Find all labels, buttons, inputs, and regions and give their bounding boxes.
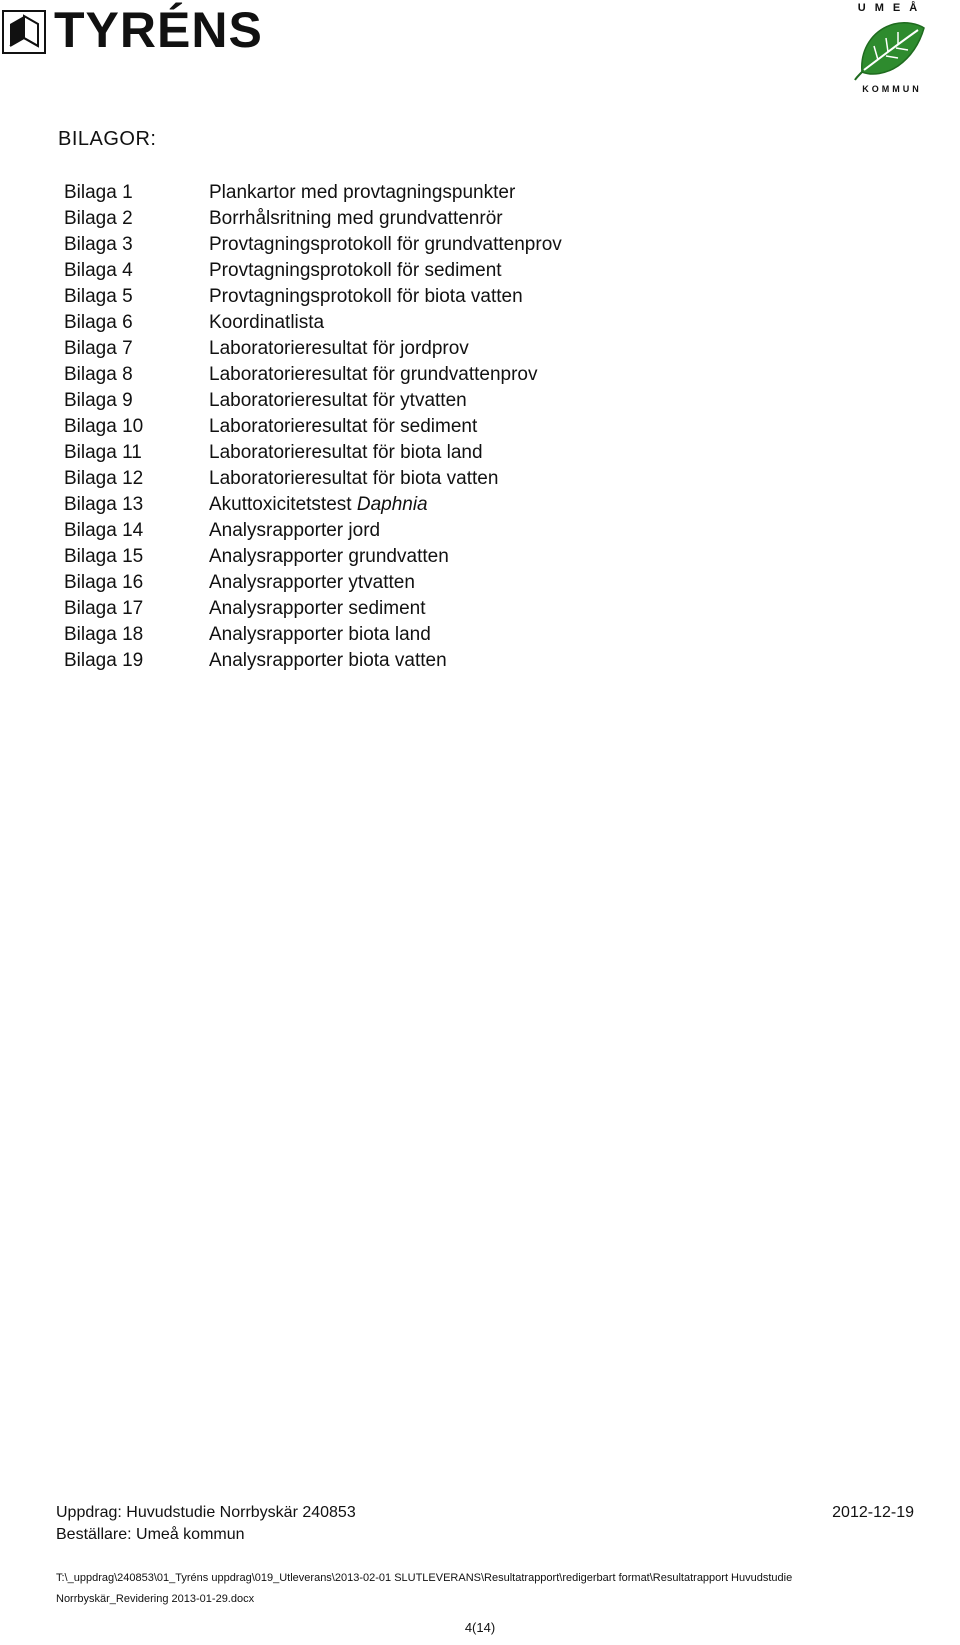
leaf-icon — [854, 16, 930, 82]
appendix-number: Bilaga 7 — [64, 338, 133, 359]
appendix-number: Bilaga 18 — [64, 624, 144, 645]
appendix-number: Bilaga 2 — [64, 208, 133, 229]
umea-logo-top-text: UMEÅ — [857, 2, 927, 14]
list-item — [64, 596, 764, 622]
appendix-title: Laboratorieresultat för ytvatten — [209, 390, 467, 411]
appendix-number: Bilaga 6 — [64, 312, 133, 333]
list-item — [64, 570, 764, 596]
appendix-title: Provtagningsprotokoll för biota vatten — [209, 286, 523, 307]
appendix-title: Analysrapporter jord — [209, 520, 381, 541]
page-number: 4(14) — [464, 1620, 496, 1635]
tyrens-logo — [0, 0, 263, 58]
footer-date: 2012-12-19 — [832, 1504, 914, 1521]
appendix-title: Analysrapporter ytvatten — [209, 572, 415, 593]
section-title: BILAGOR: — [58, 128, 157, 150]
appendix-title: Analysrapporter biota land — [209, 624, 431, 645]
appendix-title: Laboratorieresultat för sediment — [209, 416, 478, 437]
appendix-number: Bilaga 10 — [64, 416, 144, 437]
list-item — [64, 180, 764, 206]
footer-row-client — [56, 1524, 914, 1546]
appendix-title: Analysrapporter biota vatten — [209, 650, 447, 671]
list-item — [64, 232, 764, 258]
appendix-number: Bilaga 1 — [64, 182, 133, 203]
appendix-number: Bilaga 15 — [64, 546, 144, 567]
appendix-number: Bilaga 3 — [64, 234, 133, 255]
list-item — [64, 622, 764, 648]
appendix-number: Bilaga 12 — [64, 468, 144, 489]
appendix-number: Bilaga 19 — [64, 650, 144, 671]
list-item — [64, 336, 764, 362]
appendix-number: Bilaga 4 — [64, 260, 133, 281]
appendix-number: Bilaga 5 — [64, 286, 133, 307]
list-item — [64, 440, 764, 466]
appendix-title: Borrhålsritning med grundvattenrör — [209, 208, 503, 229]
umea-kommun-logo — [846, 2, 938, 94]
list-item — [64, 388, 764, 414]
appendix-title: Provtagningsprotokoll för grundvattenprov — [209, 234, 562, 255]
footer-file-path: T:\_uppdrag\240853\01_Tyréns uppdrag\019_Utleverans\2013-02-01 SLUTLEVERANS\Resultatrapport\redigerbart format\Resultatrapport Huvudstudie Norrbyskär_Revidering 2013-01-29.docx — [56, 1572, 793, 1605]
list-item — [64, 206, 764, 232]
list-item — [64, 414, 764, 440]
appendix-list — [64, 180, 764, 674]
list-item — [64, 258, 764, 284]
umea-logo-bottom-text: KOMMUN — [862, 84, 922, 94]
footer-assignment: Uppdrag: Huvudstudie Norrbyskär 240853 — [56, 1504, 356, 1521]
appendix-number: Bilaga 16 — [64, 572, 144, 593]
list-item — [64, 544, 764, 570]
list-item — [64, 362, 764, 388]
appendix-number: Bilaga 11 — [64, 442, 142, 463]
list-item — [64, 284, 764, 310]
appendix-number: Bilaga 17 — [64, 598, 144, 619]
tyrens-cube-icon — [2, 10, 46, 54]
appendix-title: Laboratorieresultat för jordprov — [209, 338, 469, 359]
appendix-number: Bilaga 13 — [64, 494, 144, 515]
appendix-title: Laboratorieresultat för biota vatten — [209, 468, 499, 489]
list-item — [64, 648, 764, 674]
appendix-title: Analysrapporter grundvatten — [209, 546, 449, 567]
appendix-title-text: Akuttoxicitetstest — [209, 494, 357, 515]
appendix-title: Provtagningsprotokoll för sediment — [209, 260, 502, 281]
list-item — [64, 310, 764, 336]
appendix-number: Bilaga 9 — [64, 390, 133, 411]
footer-row-assignment — [56, 1502, 914, 1524]
tyrens-wordmark: TYRÉNS — [54, 2, 263, 58]
appendix-title — [209, 494, 428, 516]
appendix-title: Laboratorieresultat för biota land — [209, 442, 483, 463]
list-item — [64, 466, 764, 492]
appendix-title: Laboratorieresultat för grundvattenprov — [209, 364, 538, 385]
appendix-number: Bilaga 8 — [64, 364, 133, 385]
appendix-number: Bilaga 14 — [64, 520, 144, 541]
appendix-title: Analysrapporter sediment — [209, 598, 426, 619]
appendix-title-italic: Daphnia — [356, 494, 428, 515]
appendix-title: Koordinatlista — [209, 312, 325, 333]
footer-client: Beställare: Umeå kommun — [56, 1526, 245, 1543]
appendix-title: Plankartor med provtagningspunkter — [209, 182, 516, 203]
list-item — [64, 492, 764, 518]
page-footer — [56, 1502, 914, 1546]
list-item — [64, 518, 764, 544]
